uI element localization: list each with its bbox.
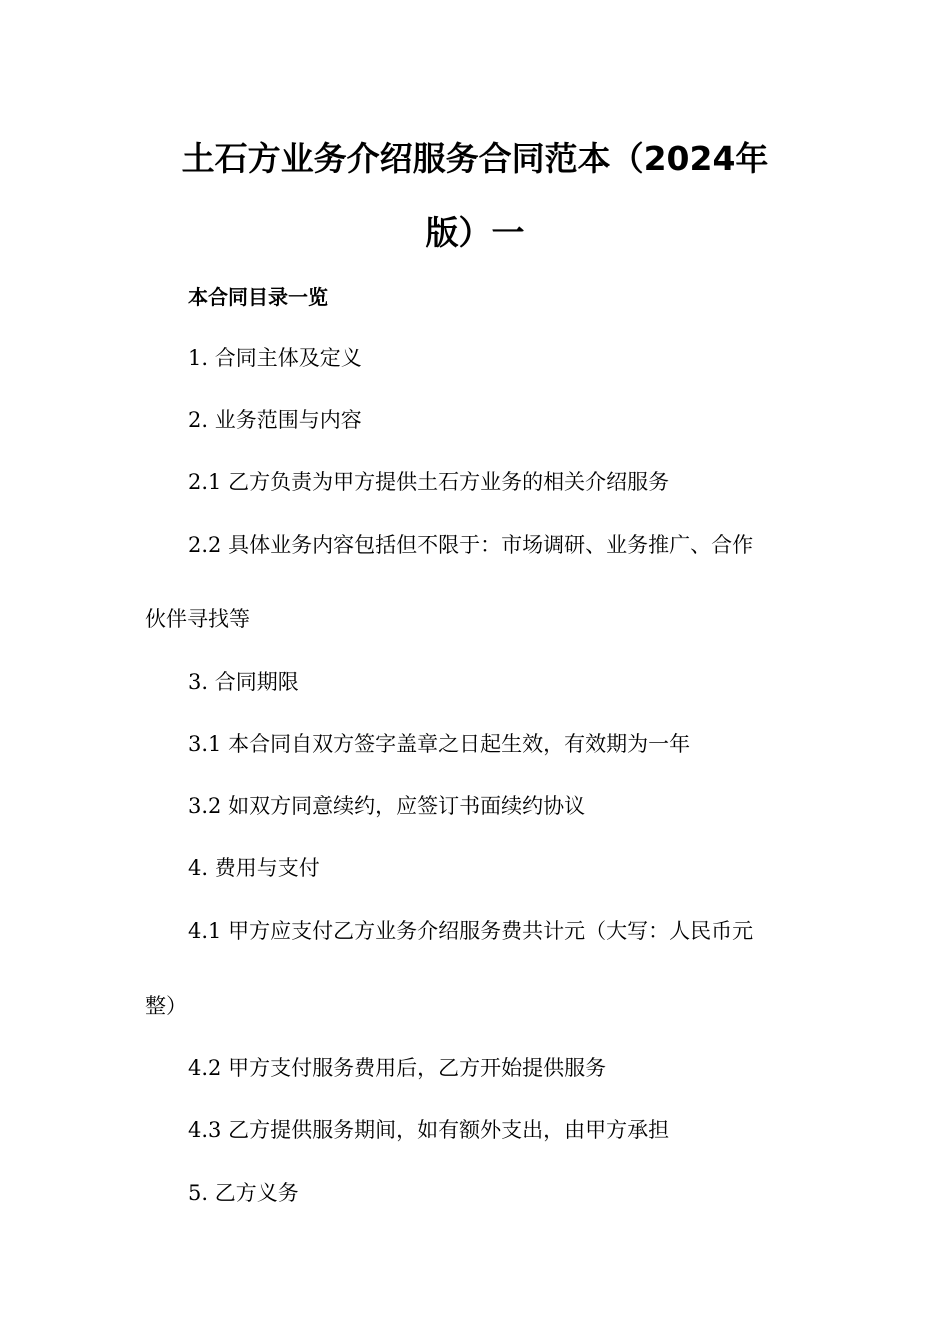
document-title-line-1: 土石方业务介绍服务合同范本（2024年 [181, 139, 769, 178]
toc-item: 2. 业务范围与内容 [188, 408, 362, 432]
toc-heading: 本合同目录一览 [188, 285, 328, 309]
toc-item: 3. 合同期限 [188, 670, 299, 694]
toc-item: 2.2 具体业务内容包括但不限于：市场调研、业务推广、合作 [188, 533, 754, 557]
toc-item: 3.1 本合同自双方签字盖章之日起生效，有效期为一年 [188, 732, 691, 756]
toc-item: 3.2 如双方同意续约，应签订书面续约协议 [188, 794, 586, 818]
toc-item: 2.1 乙方负责为甲方提供土石方业务的相关介绍服务 [188, 470, 670, 494]
toc-item: 4.2 甲方支付服务费用后，乙方开始提供服务 [188, 1056, 607, 1080]
toc-item-continuation: 整） [145, 994, 187, 1018]
toc-item: 1. 合同主体及定义 [188, 346, 362, 370]
toc-item: 4.3 乙方提供服务期间，如有额外支出，由甲方承担 [188, 1118, 670, 1142]
toc-item: 4.1 甲方应支付乙方业务介绍服务费共计元（大写：人民币元 [188, 919, 754, 943]
document-title-line-2: 版）一 [425, 213, 525, 252]
toc-item: 4. 费用与支付 [188, 856, 320, 880]
toc-item-continuation: 伙伴寻找等 [145, 607, 250, 631]
toc-item: 5. 乙方义务 [188, 1181, 299, 1205]
